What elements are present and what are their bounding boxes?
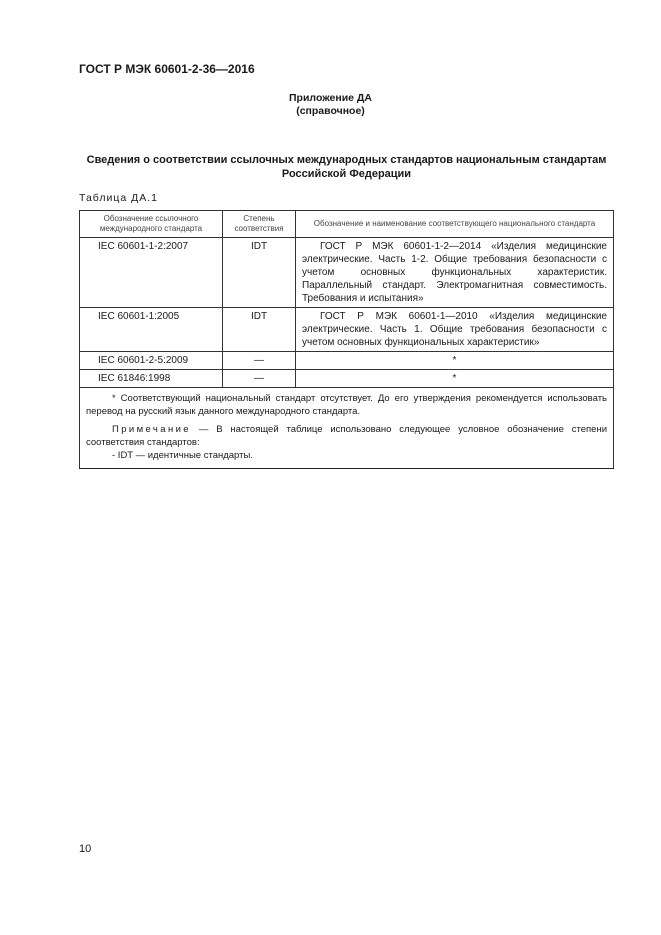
document-code: ГОСТ Р МЭК 60601-2-36—2016 [79, 62, 255, 76]
correspondence-table [79, 210, 614, 469]
annex-title-block [0, 92, 661, 118]
column-header-intl: Обозначение ссылочного международного стандарта [80, 211, 223, 238]
table-note [86, 423, 607, 449]
cell-intl-standard: IEC 60601-2-5:2009 [80, 352, 223, 370]
cell-intl-standard: IEC 60601-1-2:2007 [80, 238, 223, 308]
cell-national-standard: * [296, 352, 614, 370]
column-header-national: Обозначение и наименование соответствующего национального стандарта [296, 211, 614, 238]
table-row [80, 370, 614, 388]
cell-degree: — [223, 352, 296, 370]
cell-degree: IDT [223, 308, 296, 352]
cell-intl-standard: IEC 60601-1:2005 [80, 308, 223, 352]
section-heading: Сведения о соответствии ссылочных международных стандартов национальным стандартам Российской Федерации [86, 154, 607, 180]
annex-title: Приложение ДА [289, 92, 372, 104]
page-number: 10 [79, 843, 92, 855]
table-caption: Таблица ДА.1 [79, 192, 158, 204]
table-footnote: * Соответствующий национальный стандарт отсутствует. До его утверждения рекомендуется использовать перевод на русский язык данного международного стандарта. [86, 393, 607, 417]
table-row [80, 352, 614, 370]
idt-definition: - IDT — идентичные стандарты. [112, 450, 253, 461]
cell-degree: IDT [223, 238, 296, 308]
note-label: Примечание [112, 424, 191, 435]
table-notes [80, 388, 614, 469]
cell-degree: — [223, 370, 296, 388]
table-row [80, 308, 614, 352]
cell-national-standard: ГОСТ Р МЭК 60601-1—2010 «Изделия медицинские электрические. Часть 1. Общие требования безопасности с учетом основных функциональных характеристик» [296, 308, 614, 352]
column-header-degree: Степень соответствия [223, 211, 296, 238]
note-text: — В настоящей таблице использовано следующее условное обозначение степени соответствия стандартов: [86, 424, 607, 448]
annex-subtitle: (справочное) [296, 105, 365, 117]
table-notes-row [80, 388, 614, 469]
cell-national-standard: ГОСТ Р МЭК 60601-1-2—2014 «Изделия медицинские электрические. Часть 1-2. Общие требования безопасности с учетом основных функциональных характеристик. Параллельный стандарт. Электромагнитная совместимость. Требования и испытания» [296, 238, 614, 308]
table-header-row [80, 211, 614, 238]
table-row [80, 238, 614, 308]
cell-national-standard: * [296, 370, 614, 388]
cell-intl-standard: IEC 61846:1998 [80, 370, 223, 388]
